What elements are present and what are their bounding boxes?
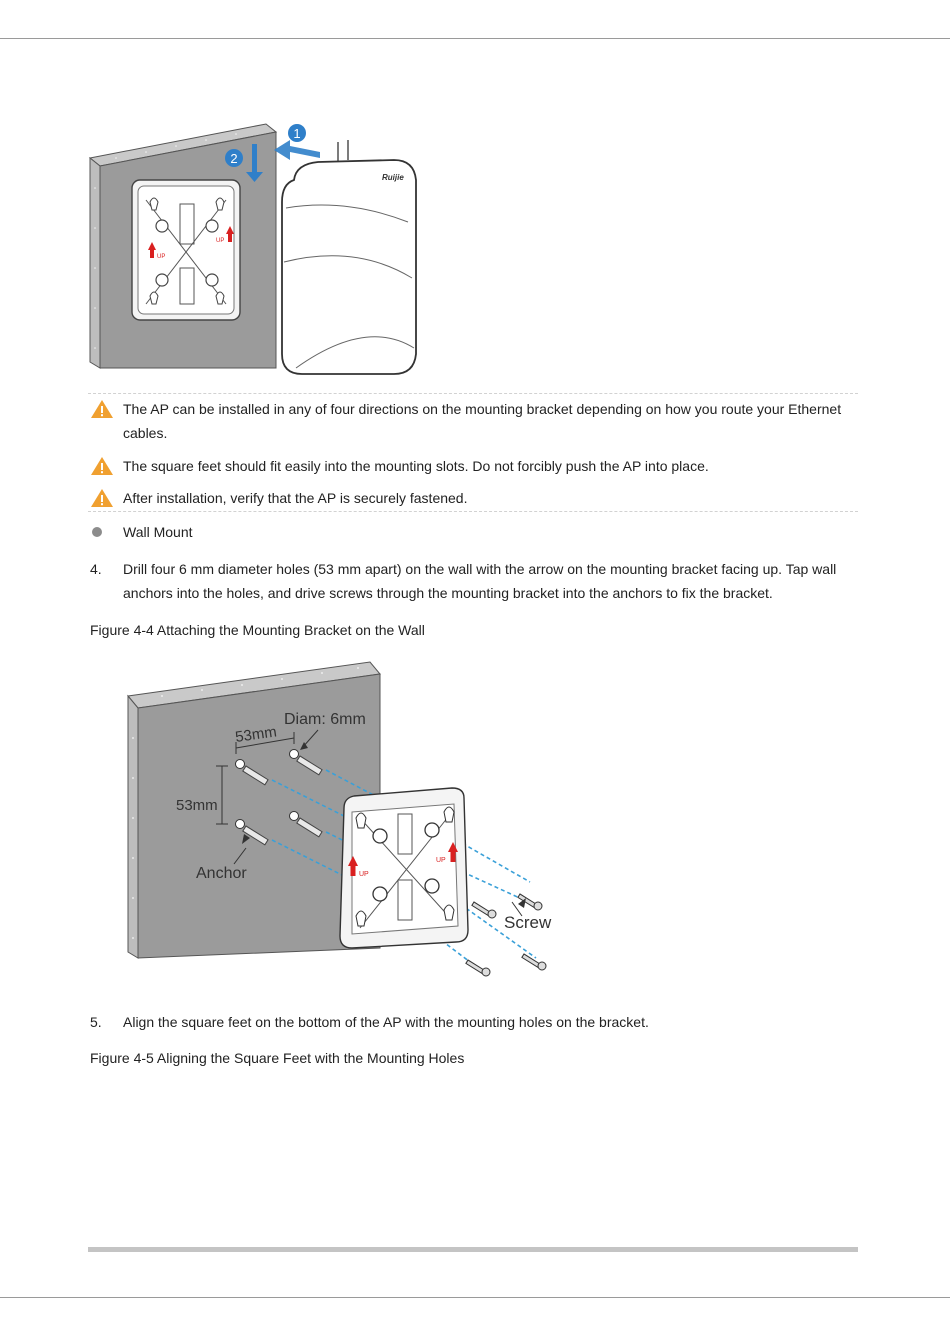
footer-rule — [0, 1297, 950, 1298]
warning-icon — [90, 488, 114, 508]
step-4 — [90, 557, 860, 605]
step-text: Drill four 6 mm diameter holes (53 mm apart) on the wall with the arrow on the mounting bracket facing up. Tap wall anchors into the holes, and drive screws through the mounting bracket into the anchors to fix the bracket. — [123, 561, 837, 601]
svg-text:UP: UP — [216, 238, 225, 244]
notes-top-divider — [88, 393, 858, 394]
svg-text:2: 2 — [230, 151, 238, 166]
step-number: 4. — [90, 561, 102, 577]
svg-text:UP: UP — [157, 254, 166, 260]
warning-icon — [90, 456, 114, 476]
note-text: After installation, verify that the AP is securely fastened. — [123, 490, 468, 506]
note-text: The AP can be installed in any of four directions on the mounting bracket depending on how you route your Ethernet cables. — [123, 401, 842, 441]
brand-logo: Ruijie — [382, 173, 404, 182]
screw — [466, 894, 546, 976]
bullet-wall-mount — [92, 521, 193, 543]
figure-4-5-caption: Figure 4-5 Aligning the Square Feet with the Mounting Holes — [90, 1050, 465, 1066]
mounting-bracket — [132, 180, 240, 320]
figure-4-4-caption: Figure 4-4 Attaching the Mounting Bracket on the Wall — [90, 622, 425, 638]
arrow-push-icon — [274, 140, 320, 160]
header-rule — [0, 38, 950, 39]
step-marker-2 — [225, 149, 243, 167]
footer-bar — [88, 1247, 858, 1252]
figure-4-4-illustration — [122, 658, 562, 986]
warning-icon — [90, 399, 114, 419]
note-square-feet — [90, 454, 860, 478]
mounting-bracket — [340, 788, 468, 948]
step-number: 5. — [90, 1014, 102, 1030]
step-5 — [90, 1010, 860, 1034]
spacing-vertical-label: 53mm — [176, 797, 218, 814]
svg-text:UP: UP — [359, 871, 369, 878]
wall-side-edge — [90, 158, 100, 368]
access-point-device — [282, 140, 416, 374]
screw-label: Screw — [504, 913, 552, 932]
note-directions — [90, 397, 860, 445]
anchor-label: Anchor — [196, 865, 247, 882]
step-text: Align the square feet on the bottom of the AP with the mounting holes on the bracket. — [123, 1014, 649, 1030]
step-marker-1 — [288, 124, 306, 142]
note-text: The square feet should fit easily into the mounting slots. Do not forcibly push the AP into place. — [123, 458, 709, 474]
notes-bottom-divider — [88, 511, 858, 512]
diameter-label: Diam: 6mm — [284, 711, 366, 728]
svg-text:UP: UP — [436, 857, 446, 864]
figure-ap-mount-illustration — [86, 118, 426, 380]
note-fastened — [90, 486, 860, 510]
wall-side-edge — [128, 696, 138, 958]
bullet-text: Wall Mount — [123, 524, 193, 540]
spacing-horizontal-label: 53mm — [234, 723, 278, 746]
svg-text:1: 1 — [293, 126, 301, 141]
bullet-dot-icon — [92, 527, 102, 537]
